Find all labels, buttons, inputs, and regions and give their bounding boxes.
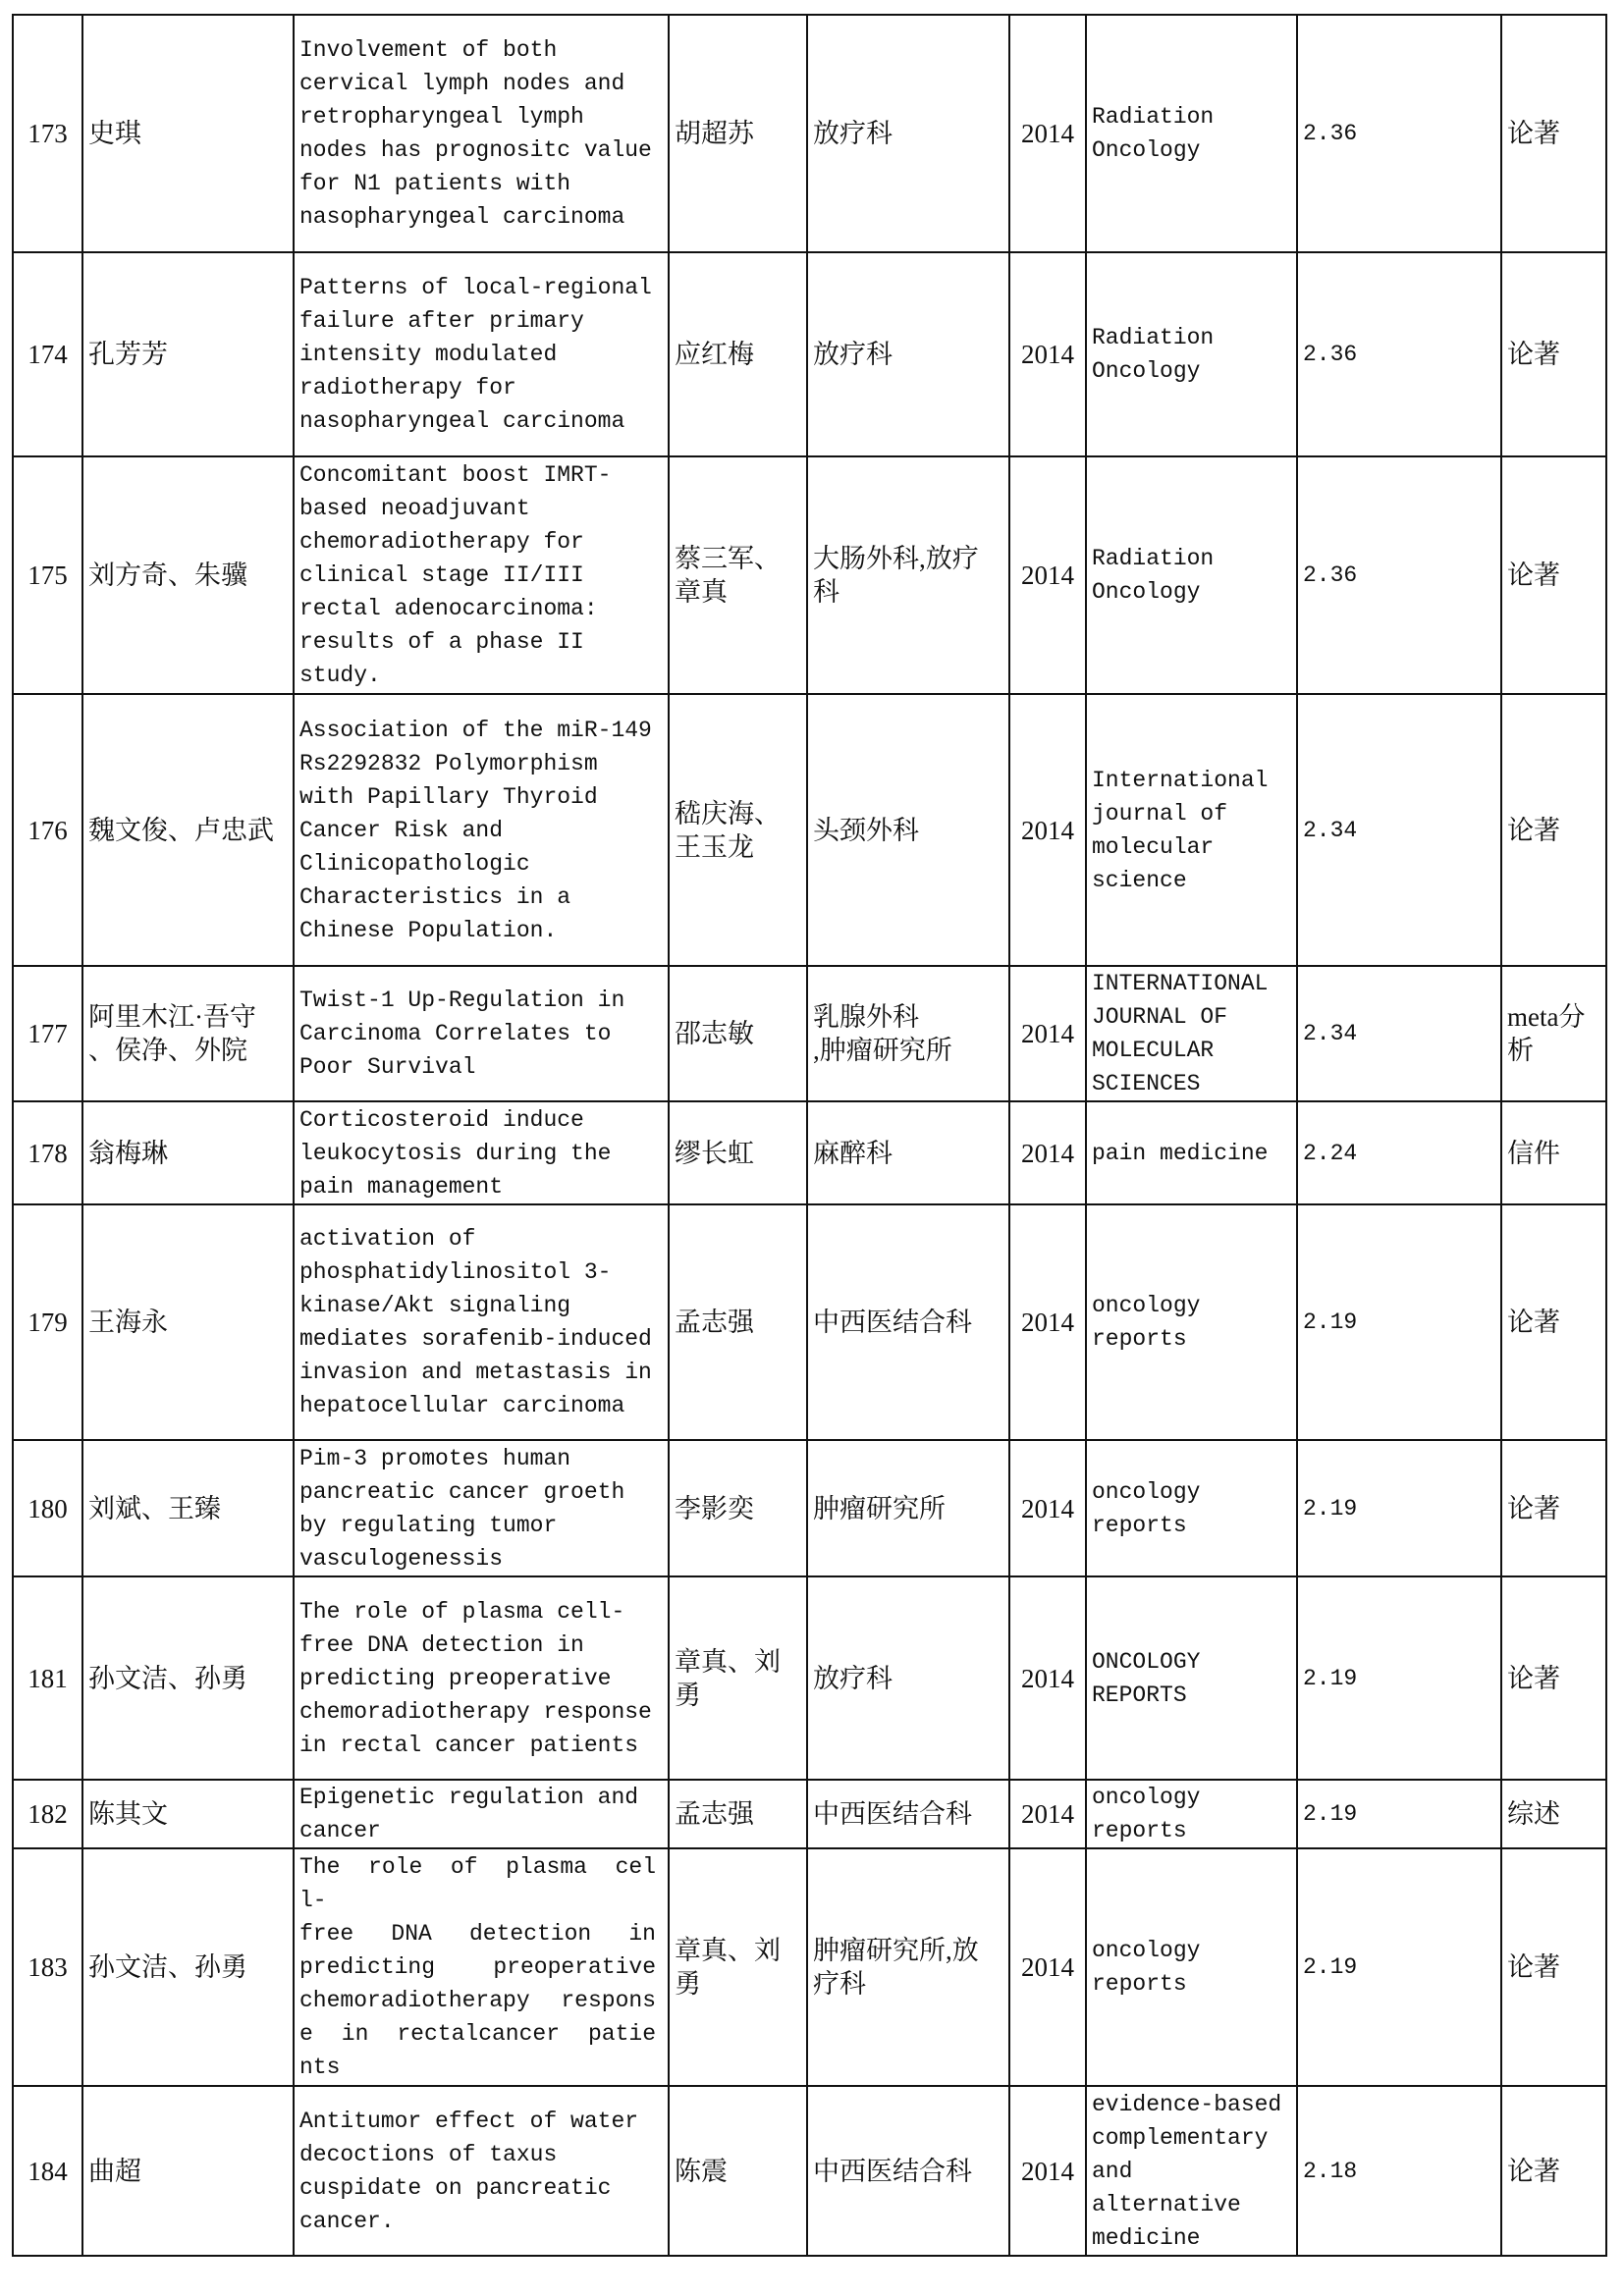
- table-row: [13, 15, 1606, 252]
- paper-title-cell: Corticosteroid induce leukocytosis during the pain management: [294, 1101, 669, 1204]
- year-cell: 2014: [1009, 1440, 1086, 1576]
- department-cell: 肿瘤研究所,放 疗科: [807, 1848, 1009, 2086]
- article-type-cell: 论著: [1501, 252, 1606, 456]
- corresponding-author-cell: 邵志敏: [669, 966, 807, 1101]
- authors-cell: 陈其文: [82, 1780, 294, 1848]
- row-number-cell: 180: [13, 1440, 82, 1576]
- paper-title-cell: Epigenetic regulation and cancer: [294, 1780, 669, 1848]
- corresponding-author-cell: 缪长虹: [669, 1101, 807, 1204]
- paper-title-cell: Concomitant boost IMRT- based neoadjuvant chemoradiotherapy for clinical stage II/III rectal adenocarcinoma: results of a phase II study.: [294, 456, 669, 694]
- row-number-cell: 184: [13, 2086, 82, 2256]
- article-type-cell: 论著: [1501, 15, 1606, 252]
- department-cell: 放疗科: [807, 252, 1009, 456]
- table-row: [13, 966, 1606, 1101]
- authors-cell: 曲超: [82, 2086, 294, 2256]
- corresponding-author-cell: 孟志强: [669, 1780, 807, 1848]
- year-cell: 2014: [1009, 694, 1086, 966]
- table-row: [13, 1576, 1606, 1780]
- table-row: [13, 2086, 1606, 2256]
- impact-factor-cell: 2.36: [1297, 456, 1501, 694]
- year-cell: 2014: [1009, 2086, 1086, 2256]
- year-cell: 2014: [1009, 1780, 1086, 1848]
- department-cell: 肿瘤研究所: [807, 1440, 1009, 1576]
- journal-cell: pain medicine: [1086, 1101, 1297, 1204]
- department-cell: 乳腺外科 ,肿瘤研究所: [807, 966, 1009, 1101]
- impact-factor-cell: 2.19: [1297, 1204, 1501, 1440]
- table-row: [13, 1440, 1606, 1576]
- impact-factor-cell: 2.19: [1297, 1848, 1501, 2086]
- corresponding-author-cell: 蔡三军、 章真: [669, 456, 807, 694]
- corresponding-author-cell: 孟志强: [669, 1204, 807, 1440]
- department-cell: 头颈外科: [807, 694, 1009, 966]
- authors-cell: 刘斌、王臻: [82, 1440, 294, 1576]
- authors-cell: 刘方奇、朱骥: [82, 456, 294, 694]
- year-cell: 2014: [1009, 15, 1086, 252]
- table-row: [13, 694, 1606, 966]
- department-cell: 中西医结合科: [807, 1204, 1009, 1440]
- article-type-cell: 信件: [1501, 1101, 1606, 1204]
- authors-cell: 孙文洁、孙勇: [82, 1848, 294, 2086]
- row-number-cell: 179: [13, 1204, 82, 1440]
- article-type-cell: 综述: [1501, 1780, 1606, 1848]
- department-cell: 放疗科: [807, 1576, 1009, 1780]
- department-cell: 中西医结合科: [807, 2086, 1009, 2256]
- row-number-cell: 182: [13, 1780, 82, 1848]
- corresponding-author-cell: 章真、刘 勇: [669, 1576, 807, 1780]
- row-number-cell: 178: [13, 1101, 82, 1204]
- table-row: [13, 1101, 1606, 1204]
- impact-factor-cell: 2.19: [1297, 1440, 1501, 1576]
- paper-title-cell: The role of plasma cell- free DNA detection in predicting preoperative chemoradiotherapy response in rectal cancer patients: [294, 1576, 669, 1780]
- paper-title-cell: Involvement of both cervical lymph nodes and retropharyngeal lymph nodes has prognositc value for N1 patients with nasopharyngeal carcinoma: [294, 15, 669, 252]
- year-cell: 2014: [1009, 966, 1086, 1101]
- impact-factor-cell: 2.36: [1297, 15, 1501, 252]
- article-type-cell: 论著: [1501, 456, 1606, 694]
- article-type-cell: 论著: [1501, 694, 1606, 966]
- journal-cell: Radiation Oncology: [1086, 15, 1297, 252]
- authors-cell: 王海永: [82, 1204, 294, 1440]
- department-cell: 中西医结合科: [807, 1780, 1009, 1848]
- authors-cell: 史琪: [82, 15, 294, 252]
- year-cell: 2014: [1009, 1101, 1086, 1204]
- corresponding-author-cell: 嵇庆海、 王玉龙: [669, 694, 807, 966]
- article-type-cell: 论著: [1501, 1848, 1606, 2086]
- corresponding-author-cell: 章真、刘 勇: [669, 1848, 807, 2086]
- corresponding-author-cell: 陈震: [669, 2086, 807, 2256]
- publication-table: [12, 14, 1607, 2257]
- row-number-cell: 175: [13, 456, 82, 694]
- article-type-cell: 论著: [1501, 2086, 1606, 2256]
- department-cell: 放疗科: [807, 15, 1009, 252]
- journal-cell: Radiation Oncology: [1086, 456, 1297, 694]
- authors-cell: 孔芳芳: [82, 252, 294, 456]
- impact-factor-cell: 2.18: [1297, 2086, 1501, 2256]
- journal-cell: International journal of molecular science: [1086, 694, 1297, 966]
- journal-cell: INTERNATIONAL JOURNAL OF MOLECULAR SCIENCES: [1086, 966, 1297, 1101]
- table-row: [13, 1848, 1606, 2086]
- paper-title-cell: Patterns of local-regional failure after primary intensity modulated radiotherapy for nasopharyngeal carcinoma: [294, 252, 669, 456]
- article-type-cell: 论著: [1501, 1204, 1606, 1440]
- corresponding-author-cell: 应红梅: [669, 252, 807, 456]
- article-type-cell: meta分 析: [1501, 966, 1606, 1101]
- journal-cell: evidence-based complementary and alternative medicine: [1086, 2086, 1297, 2256]
- impact-factor-cell: 2.34: [1297, 694, 1501, 966]
- year-cell: 2014: [1009, 1576, 1086, 1780]
- paper-title-cell: activation of phosphatidylinositol 3- kinase/Akt signaling mediates sorafenib-induced invasion and metastasis in hepatocellular carcinoma: [294, 1204, 669, 1440]
- impact-factor-cell: 2.36: [1297, 252, 1501, 456]
- paper-title-cell: Association of the miR-149 Rs2292832 Polymorphism with Papillary Thyroid Cancer Risk and Clinicopathologic Characteristics in a Chinese Population.: [294, 694, 669, 966]
- corresponding-author-cell: 李影奕: [669, 1440, 807, 1576]
- year-cell: 2014: [1009, 1204, 1086, 1440]
- journal-cell: oncology reports: [1086, 1440, 1297, 1576]
- department-cell: 麻醉科: [807, 1101, 1009, 1204]
- year-cell: 2014: [1009, 1848, 1086, 2086]
- impact-factor-cell: 2.24: [1297, 1101, 1501, 1204]
- journal-cell: oncology reports: [1086, 1848, 1297, 2086]
- table-row: [13, 1204, 1606, 1440]
- journal-cell: oncology reports: [1086, 1204, 1297, 1440]
- impact-factor-cell: 2.19: [1297, 1780, 1501, 1848]
- corresponding-author-cell: 胡超苏: [669, 15, 807, 252]
- row-number-cell: 176: [13, 694, 82, 966]
- table-row: [13, 456, 1606, 694]
- row-number-cell: 183: [13, 1848, 82, 2086]
- paper-title-cell: The role of plasma cel l- free DNA detection in predicting preoperative chemoradiotherapy respons e in rectalcancer patie nts: [294, 1848, 669, 2086]
- row-number-cell: 177: [13, 966, 82, 1101]
- authors-cell: 阿里木江·吾守 、侯净、外院: [82, 966, 294, 1101]
- table-row: [13, 252, 1606, 456]
- authors-cell: 魏文俊、卢忠武: [82, 694, 294, 966]
- journal-cell: Radiation Oncology: [1086, 252, 1297, 456]
- authors-cell: 翁梅琳: [82, 1101, 294, 1204]
- year-cell: 2014: [1009, 252, 1086, 456]
- authors-cell: 孙文洁、孙勇: [82, 1576, 294, 1780]
- impact-factor-cell: 2.34: [1297, 966, 1501, 1101]
- year-cell: 2014: [1009, 456, 1086, 694]
- journal-cell: ONCOLOGY REPORTS: [1086, 1576, 1297, 1780]
- paper-title-cell: Pim-3 promotes human pancreatic cancer groeth by regulating tumor vasculogenessis: [294, 1440, 669, 1576]
- row-number-cell: 173: [13, 15, 82, 252]
- paper-title-cell: Twist-1 Up-Regulation in Carcinoma Correlates to Poor Survival: [294, 966, 669, 1101]
- journal-cell: oncology reports: [1086, 1780, 1297, 1848]
- paper-title-cell: Antitumor effect of water decoctions of taxus cuspidate on pancreatic cancer.: [294, 2086, 669, 2256]
- article-type-cell: 论著: [1501, 1440, 1606, 1576]
- impact-factor-cell: 2.19: [1297, 1576, 1501, 1780]
- department-cell: 大肠外科,放疗 科: [807, 456, 1009, 694]
- article-type-cell: 论著: [1501, 1576, 1606, 1780]
- row-number-cell: 174: [13, 252, 82, 456]
- row-number-cell: 181: [13, 1576, 82, 1780]
- table-row: [13, 1780, 1606, 1848]
